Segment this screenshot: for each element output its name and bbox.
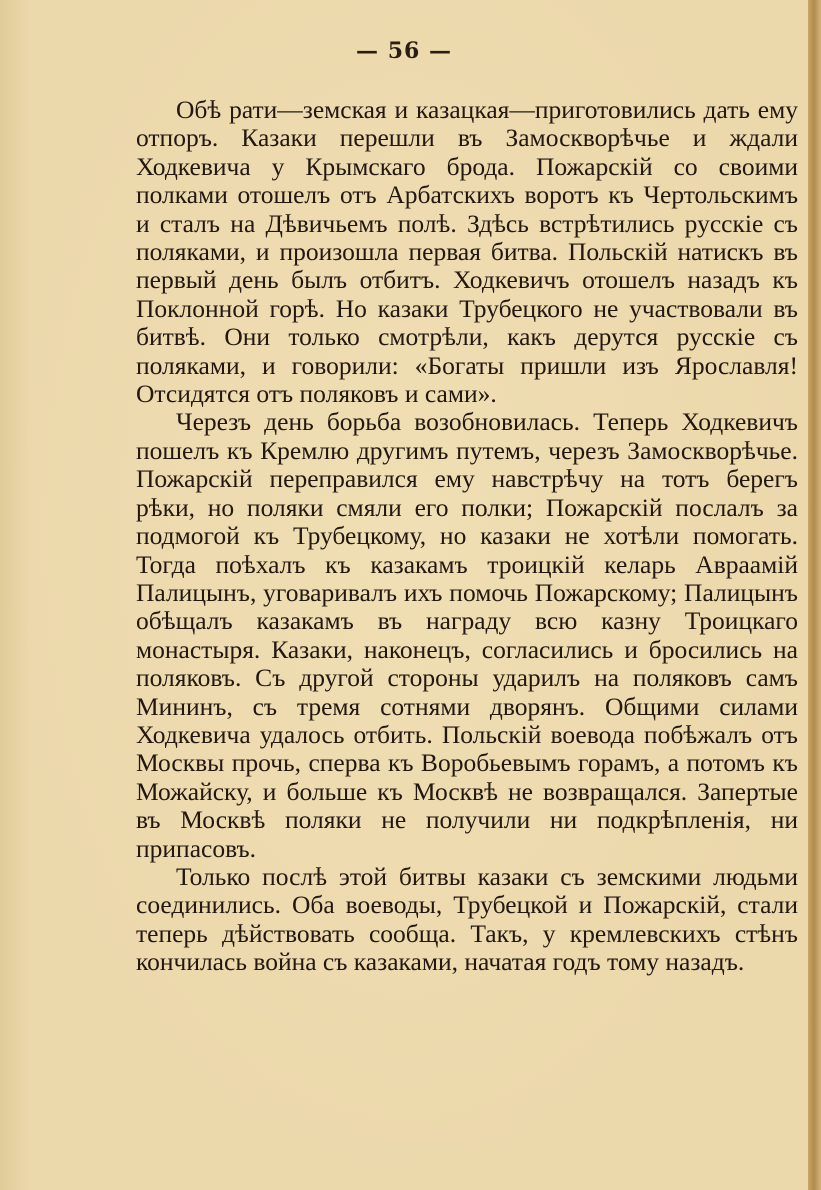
paragraph-2: Черезъ день борьба возобновилась. Теперь Ходкевичъ пошелъ къ Кремлю другимъ путемъ, черезъ Замоскворѣчье. Пожарскій переправился ему навстрѣчу на тотъ берегъ рѣки, но поляки смяли его полки; Пожарскій послалъ за подмогой къ Трубецкому, но казаки не хотѣли помогать. Тогда поѣхалъ къ казакамъ троицкій келарь Авраамій Палицынъ, уговаривалъ ихъ помочь Пожарскому; Палицынъ обѣщалъ казакамъ въ награду всю казну Троицкаго монастыря. Казаки, наконецъ, согласились и бросились на поляковъ. Съ другой стороны ударилъ на поляковъ самъ Мининъ, съ тремя сотнями дворянъ. Общими силами Ходкевича удалось отбить. Польскій воевода побѣжалъ отъ Москвы прочь, сперва къ Воробьевымъ горамъ, а потомъ къ Можайску, и больше къ Москвѣ не возвращался. Запертые въ Москвѣ поляки не получили ни подкрѣпленія, ни припасовъ. (136, 407, 798, 863)
paragraph-1: Обѣ рати—земская и казацкая—приготовились дать ему отпоръ. Казаки перешли въ Замоскворѣчье и ждали Ходкевича у Крымскаго брода. Пожарскій со своими полками отошелъ отъ Арбатскихъ воротъ къ Чертольскимъ и сталъ на Дѣвичьемъ полѣ. Здѣсь встрѣтились русскіе съ поляками, и произошла первая битва. Польскій натискъ въ первый день былъ отбитъ. Ходкевичъ отошелъ назадъ къ Поклонной горѣ. Но казаки Трубецкого не участвовали въ битвѣ. Они только смотрѣли, какъ дерутся русскіе съ поляками, и говорили: «Богаты пришли изъ Ярославля! Отсидятся отъ поляковъ и сами». (136, 95, 798, 409)
body-text (136, 96, 798, 977)
page-number: — 56 — (356, 38, 452, 64)
paragraph-3: Только послѣ этой битвы казаки съ земскими людьми соединились. Оба воеводы, Трубецкой и Пожарскій, стали теперь дѣйствовать сообща. Такъ, у кремлевскихъ стѣнъ кончилась война съ казаками, начатая годъ тому назадъ. (136, 861, 798, 977)
page-edge (808, 0, 821, 1190)
